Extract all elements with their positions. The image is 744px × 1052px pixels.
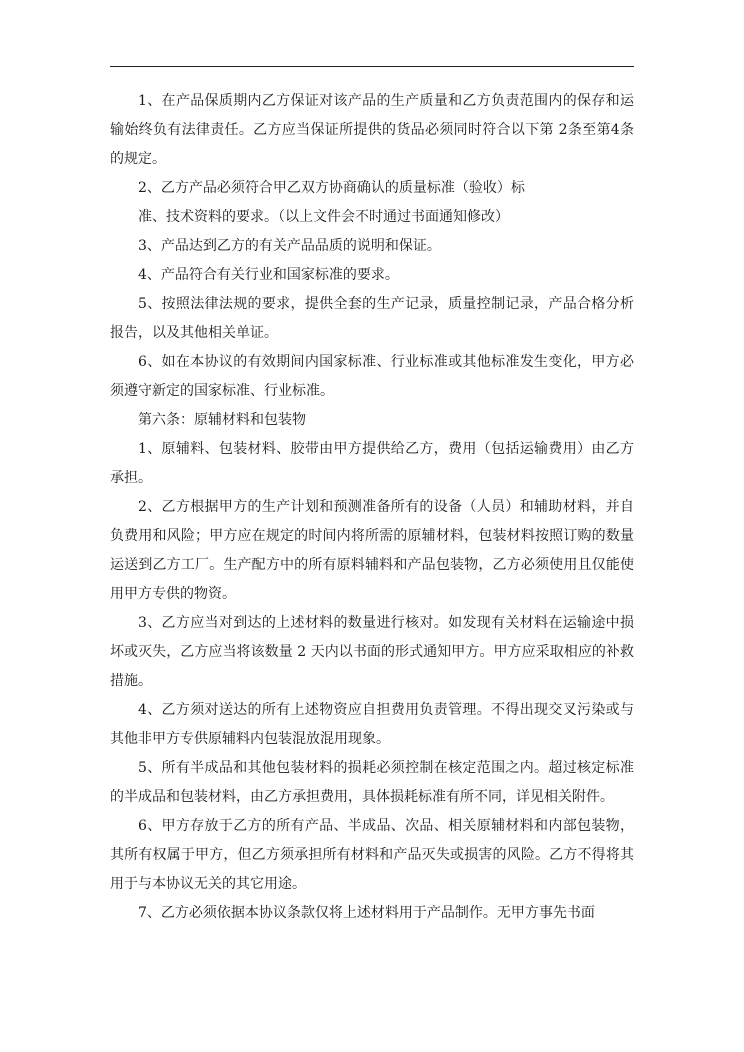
document-body [110,87,634,928]
paragraph-warranty-2-continued: 准、技术资料的要求。（以上文件会不时通过书面通知修改） [138,209,509,225]
paragraph-materials-2: 2、乙方根据甲方的生产计划和预测准备所有的设备（人员）和辅助材料，并自负费用和风险；甲方应在规定的时间内将所需的原辅材料，包装材料按照订购的数量运送到乙方工厂。生产配方中的所有原料辅料和产品包装物，乙方必须使用且仅能使用甲方专供的物资。 [110,499,634,602]
header-rule [110,66,634,67]
paragraph-materials-1: 1、原辅料、包装材料、胶带由甲方提供给乙方，费用（包括运输费用）由乙方承担。 [110,441,634,486]
paragraph-materials-4: 4、乙方须对送达的所有上述物资应自担费用负责管理。不得出现交叉污染或与其他非甲方专供原辅料内包装混放混用现象。 [110,702,634,747]
paragraph-materials-7: 7、乙方必须依据本协议条款仅将上述材料用于产品制作。无甲方事先书面 [138,905,595,921]
paragraph-warranty-6: 6、如在本协议的有效期间内国家标准、行业标准或其他标准发生变化，甲方必须遵守新定的国家标准、行业标准。 [110,354,634,399]
paragraph-warranty-2: 2、乙方产品必须符合甲乙双方协商确认的质量标准（验收）标 [138,180,525,196]
paragraph-materials-3: 3、乙方应当对到达的上述材料的数量进行核对。如发现有关材料在运输途中损坏或灭失，乙方应当将该数量 2 天内以书面的形式通知甲方。甲方应采取相应的补救措施。 [110,615,634,689]
paragraph-warranty-1: 1、在产品保质期内乙方保证对该产品的生产质量和乙方负责范围内的保存和运输始终负有法律责任。乙方应当保证所提供的货品必须同时符合以下第 2条至第4条的规定。 [110,93,634,167]
paragraph-warranty-3: 3、产品达到乙方的有关产品品质的说明和保证。 [138,238,441,254]
paragraph-materials-5: 5、所有半成品和其他包装材料的损耗必须控制在核定范围之内。超过核定标准的半成品和包装材料，由乙方承担费用，具体损耗标准有所不同，详见相关附件。 [110,760,634,805]
paragraph-warranty-4: 4、产品符合有关行业和国家标准的要求。 [138,267,399,283]
paragraph-materials-6: 6、甲方存放于乙方的所有产品、半成品、次品、相关原辅材料和内部包装物，其所有权属于甲方，但乙方须承担所有材料和产品灭失或损害的风险。乙方不得将其用于与本协议无关的其它用途。 [110,818,634,892]
paragraph-warranty-5: 5、按照法律法规的要求，提供全套的生产记录，质量控制记录，产品合格分析报告，以及其他相关单证。 [110,296,634,341]
section-heading-article-6: 第六条：原辅材料和包装物 [138,412,306,428]
